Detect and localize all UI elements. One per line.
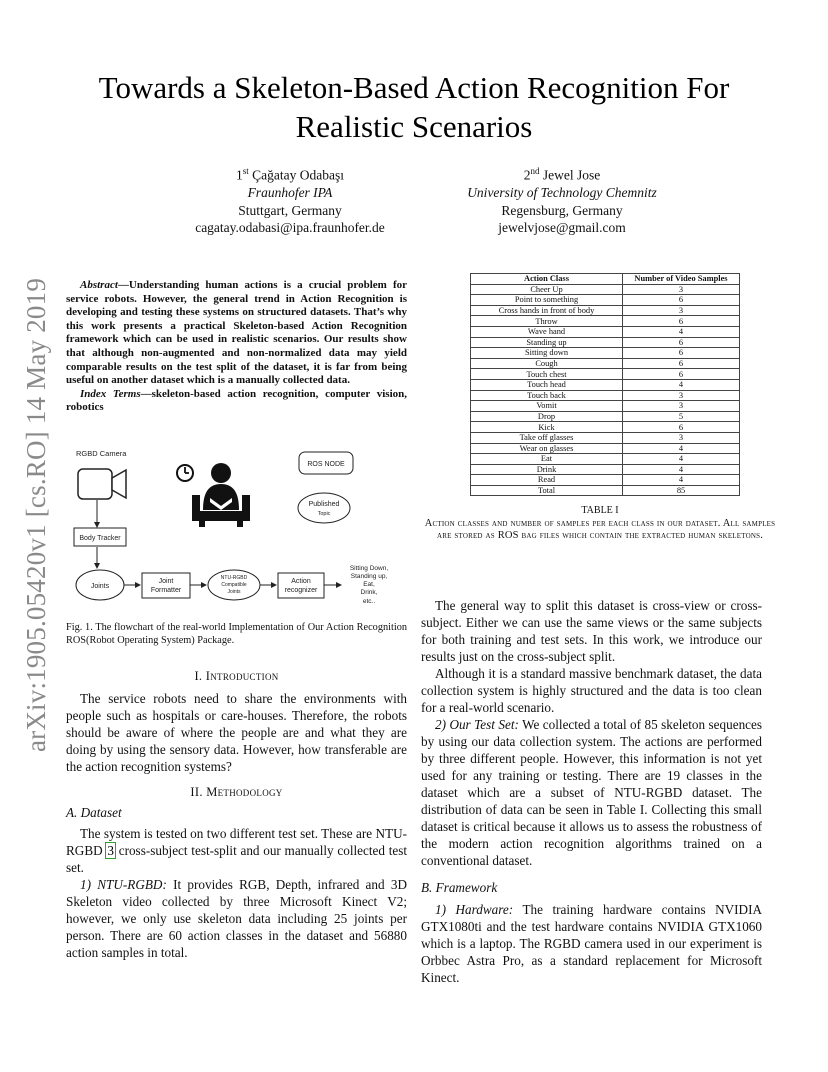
table-cell-action: Throw — [471, 316, 623, 327]
rgbd-camera-label: RGBD Camera — [76, 449, 127, 458]
camera-icon — [78, 469, 126, 499]
table-row — [471, 358, 740, 369]
table-cell-count: 6 — [623, 422, 740, 433]
table-cell-action: Touch back — [471, 390, 623, 401]
table-cell-action: Take off glasses — [471, 432, 623, 443]
author-1 — [140, 163, 440, 237]
arxiv-identifier: arXiv:1905.05420v1 [cs.RO] 14 May 2019 — [21, 277, 51, 753]
table-row — [471, 348, 740, 359]
table-cell-count: 4 — [623, 454, 740, 465]
output-label-1: Sitting Down, — [349, 565, 389, 572]
author-1-email: cagatay.odabasi@ipa.fraunhofer.de — [195, 220, 385, 235]
action-recognizer-label-1: Action — [291, 578, 311, 585]
ntu-paragraph: 1) NTU-RGBD: It provides RGB, Depth, infrared and 3D Skeleton video collected by three Microsoft Kinect V2; however, we only use skeleton data including 25 joints per person. There are 60 action classes in the dataset and 56880 action samples in total. — [66, 877, 407, 960]
table-cell-action: Eat — [471, 454, 623, 465]
table-row — [471, 454, 740, 465]
table-row — [471, 422, 740, 433]
table-row — [471, 475, 740, 486]
table-row — [471, 305, 740, 316]
table-row — [471, 316, 740, 327]
table-cell-count: 4 — [623, 475, 740, 486]
abstract-text: —Understanding human actions is a crucial problem for service robots. However, the general trend in Action Recognition is developing and testing these systems on structured datasets. That’s why this work presents a practical Skeleton-based Action Recognition framework which can be used in realistic scenarios. Our results show that although non-augmented and non-normalized data may yield comparable results on the test split of the dataset, it is far from being useful on another dataset which is a manually collected data. — [66, 279, 407, 387]
table-row — [471, 432, 740, 443]
table-header-row — [471, 274, 740, 285]
methodology-heading: II. Methodology — [190, 785, 283, 799]
author-1-name: 1st Çağatay Odabaşı — [236, 166, 344, 183]
intro-paragraph: The service robots need to share the environments with people such as hospitals or care-houses. Therefore, the robots should be aware of where the people are and what they are doing by using the sensory data. However, how transferable are the action recognition systems? — [66, 691, 407, 774]
intro-heading: I. Introduction — [194, 669, 279, 683]
published-label-2: Topic — [317, 511, 331, 517]
index-terms-text: —skeleton-based action recognition, computer vision, robotics — [66, 387, 407, 414]
body-tracker-label: Body Tracker — [79, 535, 121, 542]
table-row — [471, 464, 740, 475]
figure-1-caption: Fig. 1. The flowchart of the real-world Implementation of Our Action Recognition ROS(Robot Operating System) Package. — [66, 622, 407, 646]
table-cell-count: 6 — [623, 348, 740, 359]
table-row — [471, 337, 740, 348]
output-label-5: etc.. — [362, 598, 376, 605]
table-cell-count: 6 — [623, 295, 740, 306]
output-label-4: Drink, — [360, 589, 378, 596]
table-cell-count: 5 — [623, 411, 740, 422]
author-1-affiliation: Fraunhofer IPA — [247, 185, 333, 200]
table-cell-count: 3 — [623, 390, 740, 401]
table-cell-action: Kick — [471, 422, 623, 433]
table-cell-action: Touch chest — [471, 369, 623, 380]
table-row — [471, 326, 740, 337]
table-cell-action: Touch head — [471, 379, 623, 390]
table-header-action-class: Action Class — [471, 274, 623, 285]
ntu-label-3: Joints — [227, 589, 241, 595]
table-row — [471, 390, 740, 401]
table-cell-count: 4 — [623, 464, 740, 475]
joints-label: Joints — [90, 583, 110, 590]
action-recognizer-box — [278, 573, 324, 598]
author-2-affiliation: University of Technology Chemnitz — [467, 185, 657, 200]
test-set-paragraph: 2) Our Test Set: We collected a total of 85 skeleton sequences by using our data collection system. The actions are performed by three different people. However, this information is not yet used for any training or testing. There are 19 classes in the dataset which are a subset of NTU-RGBD dataset. The distribution of data can be seen in Table I. Collecting this small dataset is critical because it allows us to assess the robustness of the modern action recognition algorithms trained on a conventional dataset. — [421, 717, 763, 868]
hardware-paragraph: 1) Hardware: The training hardware contains NVIDIA GTX1080ti and the test hardware contains NVIDIA GTX1060 which is a laptop. The RGBD camera used in our experiment is Orbbec Astra Pro, as a standard replacement for Microsoft Kinect. — [421, 902, 762, 985]
joint-formatter-box — [142, 573, 190, 598]
dataset-subheading: A. Dataset — [66, 805, 122, 820]
table-cell-action: Read — [471, 475, 623, 486]
table-cell-action: Cheer Up — [471, 284, 623, 295]
table-cell-action: Point to something — [471, 295, 623, 306]
ntu-label-2: Compatible — [221, 582, 247, 588]
table-cell-action: Cross hands in front of body — [471, 305, 623, 316]
joint-formatter-label-1: Joint — [158, 578, 174, 585]
table-cell-action: Total — [471, 485, 623, 496]
framework-subheading: B. Framework — [421, 880, 498, 895]
table-row — [471, 443, 740, 454]
table-cell-count: 4 — [623, 443, 740, 454]
table-cell-count: 6 — [623, 369, 740, 380]
ntu-label-1: NTU-RGBD — [220, 575, 248, 581]
table-cell-count: 6 — [623, 337, 740, 348]
table-cell-count: 85 — [623, 485, 740, 496]
table-cell-action: Cough — [471, 358, 623, 369]
table-cell-count: 6 — [623, 316, 740, 327]
published-label-1: Published — [308, 501, 340, 508]
table-row — [471, 485, 740, 496]
benchmark-paragraph: Although it is a standard massive benchmark dataset, the data collection system is highly structured and the data is too clean for a real-world scenario. — [421, 666, 762, 715]
output-label-2: Standing up, — [350, 573, 388, 580]
table-row — [471, 379, 740, 390]
right-column — [421, 597, 762, 986]
table-cell-action: Sitting down — [471, 348, 623, 359]
table-header-samples: Number of Video Samples — [623, 274, 740, 285]
table-caption-title: TABLE I — [581, 505, 619, 516]
left-column — [66, 668, 407, 961]
index-terms-label: Index Terms — [80, 387, 141, 400]
table-cell-action: Standing up — [471, 337, 623, 348]
output-label-3: Eat, — [363, 581, 375, 588]
author-2-email: jewelvjose@gmail.com — [498, 220, 626, 235]
table-row — [471, 401, 740, 412]
author-2-name: 2nd Jewel Jose — [523, 166, 601, 183]
table-caption — [420, 505, 780, 543]
table-cell-count: 6 — [623, 358, 740, 369]
flowchart-figure — [66, 440, 416, 616]
published-topic-node — [298, 493, 350, 523]
table-cell-action: Drink — [471, 464, 623, 475]
table-caption-text: Action classes and number of samples per each class in our dataset. All samples are stored as ROS bag files which contain the extracted human skeletons. — [424, 517, 776, 541]
ros-node-label: ROS NODE — [307, 461, 345, 468]
table-cell-count: 4 — [623, 379, 740, 390]
table-row — [471, 369, 740, 380]
table-cell-action: Drop — [471, 411, 623, 422]
dataset-paragraph: The system is tested on two different test set. These are NTU-RGBD 3 cross-subject test-split and our manually collected test set. — [66, 826, 408, 875]
table-cell-count: 3 — [623, 401, 740, 412]
table-cell-action: Wear on glasses — [471, 443, 623, 454]
table-cell-action: Wave hand — [471, 326, 623, 337]
joint-formatter-label-2: Formatter — [150, 587, 182, 594]
table-cell-count: 3 — [623, 305, 740, 316]
table-cell-count: 4 — [623, 326, 740, 337]
split-paragraph: The general way to split this dataset is cross-view or cross-subject. Either we can use the same views or the same subjects for both training and test sets. In this work, we introduce our results just on the cross-subject split. — [421, 598, 762, 664]
citation-link[interactable]: 3 — [107, 843, 114, 858]
clock-icon — [177, 465, 193, 481]
action-class-table — [470, 273, 740, 496]
table-cell-count: 3 — [623, 284, 740, 295]
author-1-location: Stuttgart, Germany — [238, 202, 342, 218]
action-recognizer-label-2: recognizer — [284, 587, 318, 594]
table-row — [471, 411, 740, 422]
table-row — [471, 295, 740, 306]
abstract-label: Abstract — [80, 279, 118, 291]
table-row — [471, 284, 740, 295]
author-2-location: Regensburg, Germany — [501, 202, 623, 218]
table-cell-count: 3 — [623, 432, 740, 443]
paper-title: Towards a Skeleton-Based Action Recognition For Realistic Scenarios — [98, 70, 730, 144]
person-reading-icon — [192, 463, 250, 527]
abstract — [66, 279, 407, 415]
table-cell-action: Vomit — [471, 401, 623, 412]
author-2 — [412, 163, 712, 237]
